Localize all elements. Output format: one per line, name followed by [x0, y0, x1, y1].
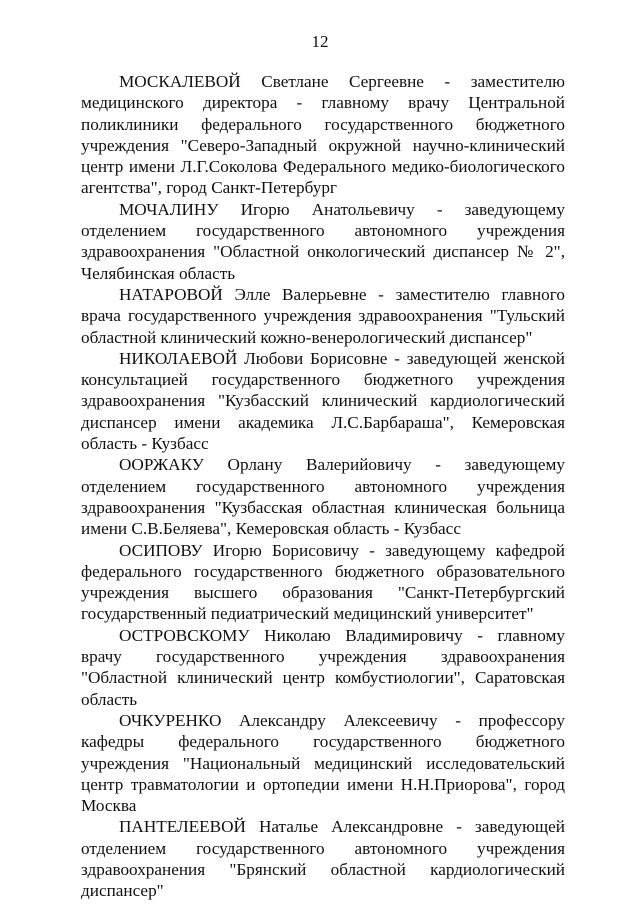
person-name: НАТАРОВОЙ Элле Валерьевне — [119, 284, 367, 304]
list-entry: МОСКАЛЕВОЙ Светлане Сергеевне - заместителю медицинского директора - главному врачу Центральной поликлиники федерального государственного бюджетного учреждения "Северо-Западный окружной научно-клинический центр имени Л.Г.Соколова Федерального медико-биологического агентства", город Санкт-Петербург — [81, 72, 565, 198]
person-position: главному врачу государственного учреждения здравоохранения "Областной клинический центр комбустиологии", Саратовская область — [81, 625, 565, 709]
list-entry: ОСИПОВУ Игорю Борисовичу - заведующему кафедрой федерального государственного бюджетного образовательного учреждения высшего образования "Санкт-Петербургский государственный педиатрический медицинский университет" — [81, 540, 566, 624]
person-name: ОЧКУРЕНКО Александру Алексеевичу — [119, 710, 438, 730]
person-name: МОЧАЛИНУ Игорю Анатольевичу — [119, 199, 415, 219]
person-position: заведующему кафедрой федерального государственного бюджетного образовательного учреждения высшего образования "Санкт-Петербургский государственный педиатрический медицинский университет" — [81, 540, 566, 624]
list-entry: МОЧАЛИНУ Игорю Анатольевичу - заведующему отделением государственного автономного учреждения здравоохранения "Областной онкологический диспансер № 2", Челябинская область — [81, 199, 565, 283]
person-position: заместителю медицинского директора - главному врачу Центральной поликлиники федерального государственного бюджетного учреждения "Северо-Западный окружной научно-клинический центр имени Л.Г.Соколова Федерального медико-биологического агентства", город Санкт-Петербург — [81, 72, 565, 198]
list-entry: НИКОЛАЕВОЙ Любови Борисовне - заведующей женской консультацией государственного бюджетного учреждения здравоохранения "Кузбасский клинический кардиологический диспансер имени академика Л.С.Барбараша", Кемеровская область - Кузбасс — [81, 348, 565, 454]
page-number: 12 — [311, 32, 329, 51]
person-name: МОСКАЛЕВОЙ Светлане Сергеевне — [119, 72, 424, 91]
list-entry: ООРЖАКУ Орлану Валерийовичу - заведующему отделением государственного автономного учреждения здравоохранения "Кузбасская областная клиническая больница имени С.В.Беляева", Кемеровская область - Кузбасс — [81, 455, 565, 539]
person-position: заместителю главного врача государственного учреждения здравоохранения "Тульский областной клинический кожно-венерологический диспансер" — [81, 284, 565, 347]
person-name: ООРЖАКУ Орлану Валерийовичу — [119, 455, 412, 475]
person-name: ПАНТЕЛЕЕВОЙ Наталье Александровне — [119, 817, 444, 837]
person-position: заведующему отделением государственного автономного учреждения здравоохранения "Кузбасская областная клиническая больница имени С.В.Беляева", Кемеровская область - Кузбасс — [81, 455, 565, 539]
person-name: НИКОЛАЕВОЙ Любови Борисовне — [119, 348, 388, 368]
person-position: заведующей отделением государственного автономного учреждения здравоохранения "Брянский областной кардиологический диспансер" — [81, 817, 565, 901]
list-entry: ПАНТЕЛЕЕВОЙ Наталье Александровне - заведующей отделением государственного автономного учреждения здравоохранения "Брянский областной кардиологический диспансер" — [81, 817, 565, 901]
person-position: заведующему отделением государственного автономного учреждения здравоохранения "Областной онкологический диспансер № 2", Челябинская область — [81, 199, 565, 283]
person-name: ОСИПОВУ Игорю Борисовичу — [119, 540, 360, 560]
person-position: заведующей женской консультацией государственного бюджетного учреждения здравоохранения "Кузбасский клинический кардиологический диспансер имени академика Л.С.Барбараша", Кемеровская область - Кузбасс — [81, 348, 565, 454]
award-list — [81, 71, 565, 902]
list-entry: ОЧКУРЕНКО Александру Алексеевичу - профессору кафедры федерального государственного бюджетного учреждения "Национальный медицинский исследовательский центр травматологии и ортопедии имени Н.Н.Приорова", город Москва — [81, 710, 565, 816]
list-entry: ОСТРОВСКОМУ Николаю Владимировичу - главному врачу государственного учреждения здравоохранения "Областной клинический центр комбустиологии", Саратовская область — [81, 625, 565, 709]
person-position: профессору кафедры федерального государственного бюджетного учреждения "Национальный медицинский исследовательский центр травматологии и ортопедии имени Н.Н.Приорова", город Москва — [81, 710, 565, 816]
list-entry: НАТАРОВОЙ Элле Валерьевне - заместителю главного врача государственного учреждения здравоохранения "Тульский областной клинический кожно-венерологический диспансер" — [81, 284, 565, 347]
person-name: ОСТРОВСКОМУ Николаю Владимировичу — [119, 625, 463, 645]
